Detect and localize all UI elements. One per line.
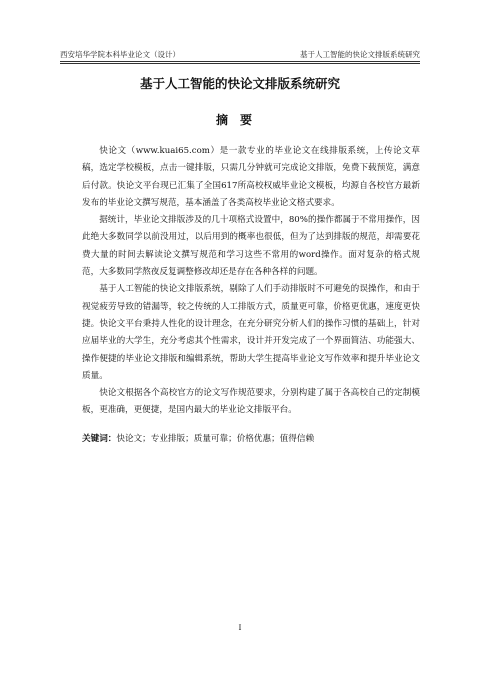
- header-rule-thin: [60, 63, 420, 64]
- page-number: I: [238, 623, 242, 632]
- abstract-paragraph-1: 快论文（www.kuai65.com）是一款专业的毕业论文在线排版系统，上传论文草稿，选定学校模板，点击一键排版，只需几分钟就可完成论文排版，免费下载预览，满意后付款。快论文平台现已汇集了全国617所高校权威毕业论文模板，均源自各校官方最新发布的毕业论文撰写规范，基本涵盖了各类高校毕业论文格式要求。: [82, 146, 420, 208]
- keywords-text: 快论文；专业排版；质量可靠；价格优惠；值得信赖: [116, 433, 315, 444]
- header-left-text: 西安培华学院本科毕业论文（设计）: [60, 50, 180, 59]
- abstract-body: [82, 143, 420, 448]
- header-right-text: 基于人工智能的快论文排版系统研究: [300, 50, 420, 59]
- abstract-paragraph-4: 快论文根据各个高校官方的论文写作规范要求，分别构建了属于各高校自己的定制模板，更准确，更便捷，是国内最大的毕业论文排版平台。: [82, 388, 420, 416]
- keywords-line: [82, 431, 420, 448]
- abstract-paragraph-3: 基于人工智能的快论文排版系统，剔除了人们手动排版时不可避免的误操作，和由于视觉疲劳导致的错漏等，较之传统的人工排版方式，质量更可靠，价格更优惠，速度更快捷。快论文平台秉持人性化的设计理念，在充分研究分析人们的操作习惯的基础上，针对应届毕业的大学生，充分考虑其个性需求，设计并开发完成了一个界面简洁、功能强大、操作便捷的毕业论文排版和编辑系统，帮助大学生提高毕业论文写作效率和提升毕业论文质量。: [82, 284, 420, 381]
- abstract-heading: 摘要: [215, 113, 264, 127]
- header-rule: [60, 61, 420, 62]
- document-title: 基于人工智能的快论文排版系统研究: [139, 76, 340, 91]
- abstract-paragraph-2: 据统计，毕业论文排版涉及的几十项格式设置中，80%的操作都属于不常用操作，因此绝大多数同学以前没用过，以后用到的概率也很低，但为了达到排版的规范，却需要花费大量的时间去解读论文撰写规范和学习这些不常用的word操作。面对复杂的格式规范，大多数同学熬夜反复调整修改却还是存在各种各样的问题。: [82, 215, 420, 278]
- keywords-label: 关键词：: [82, 433, 117, 444]
